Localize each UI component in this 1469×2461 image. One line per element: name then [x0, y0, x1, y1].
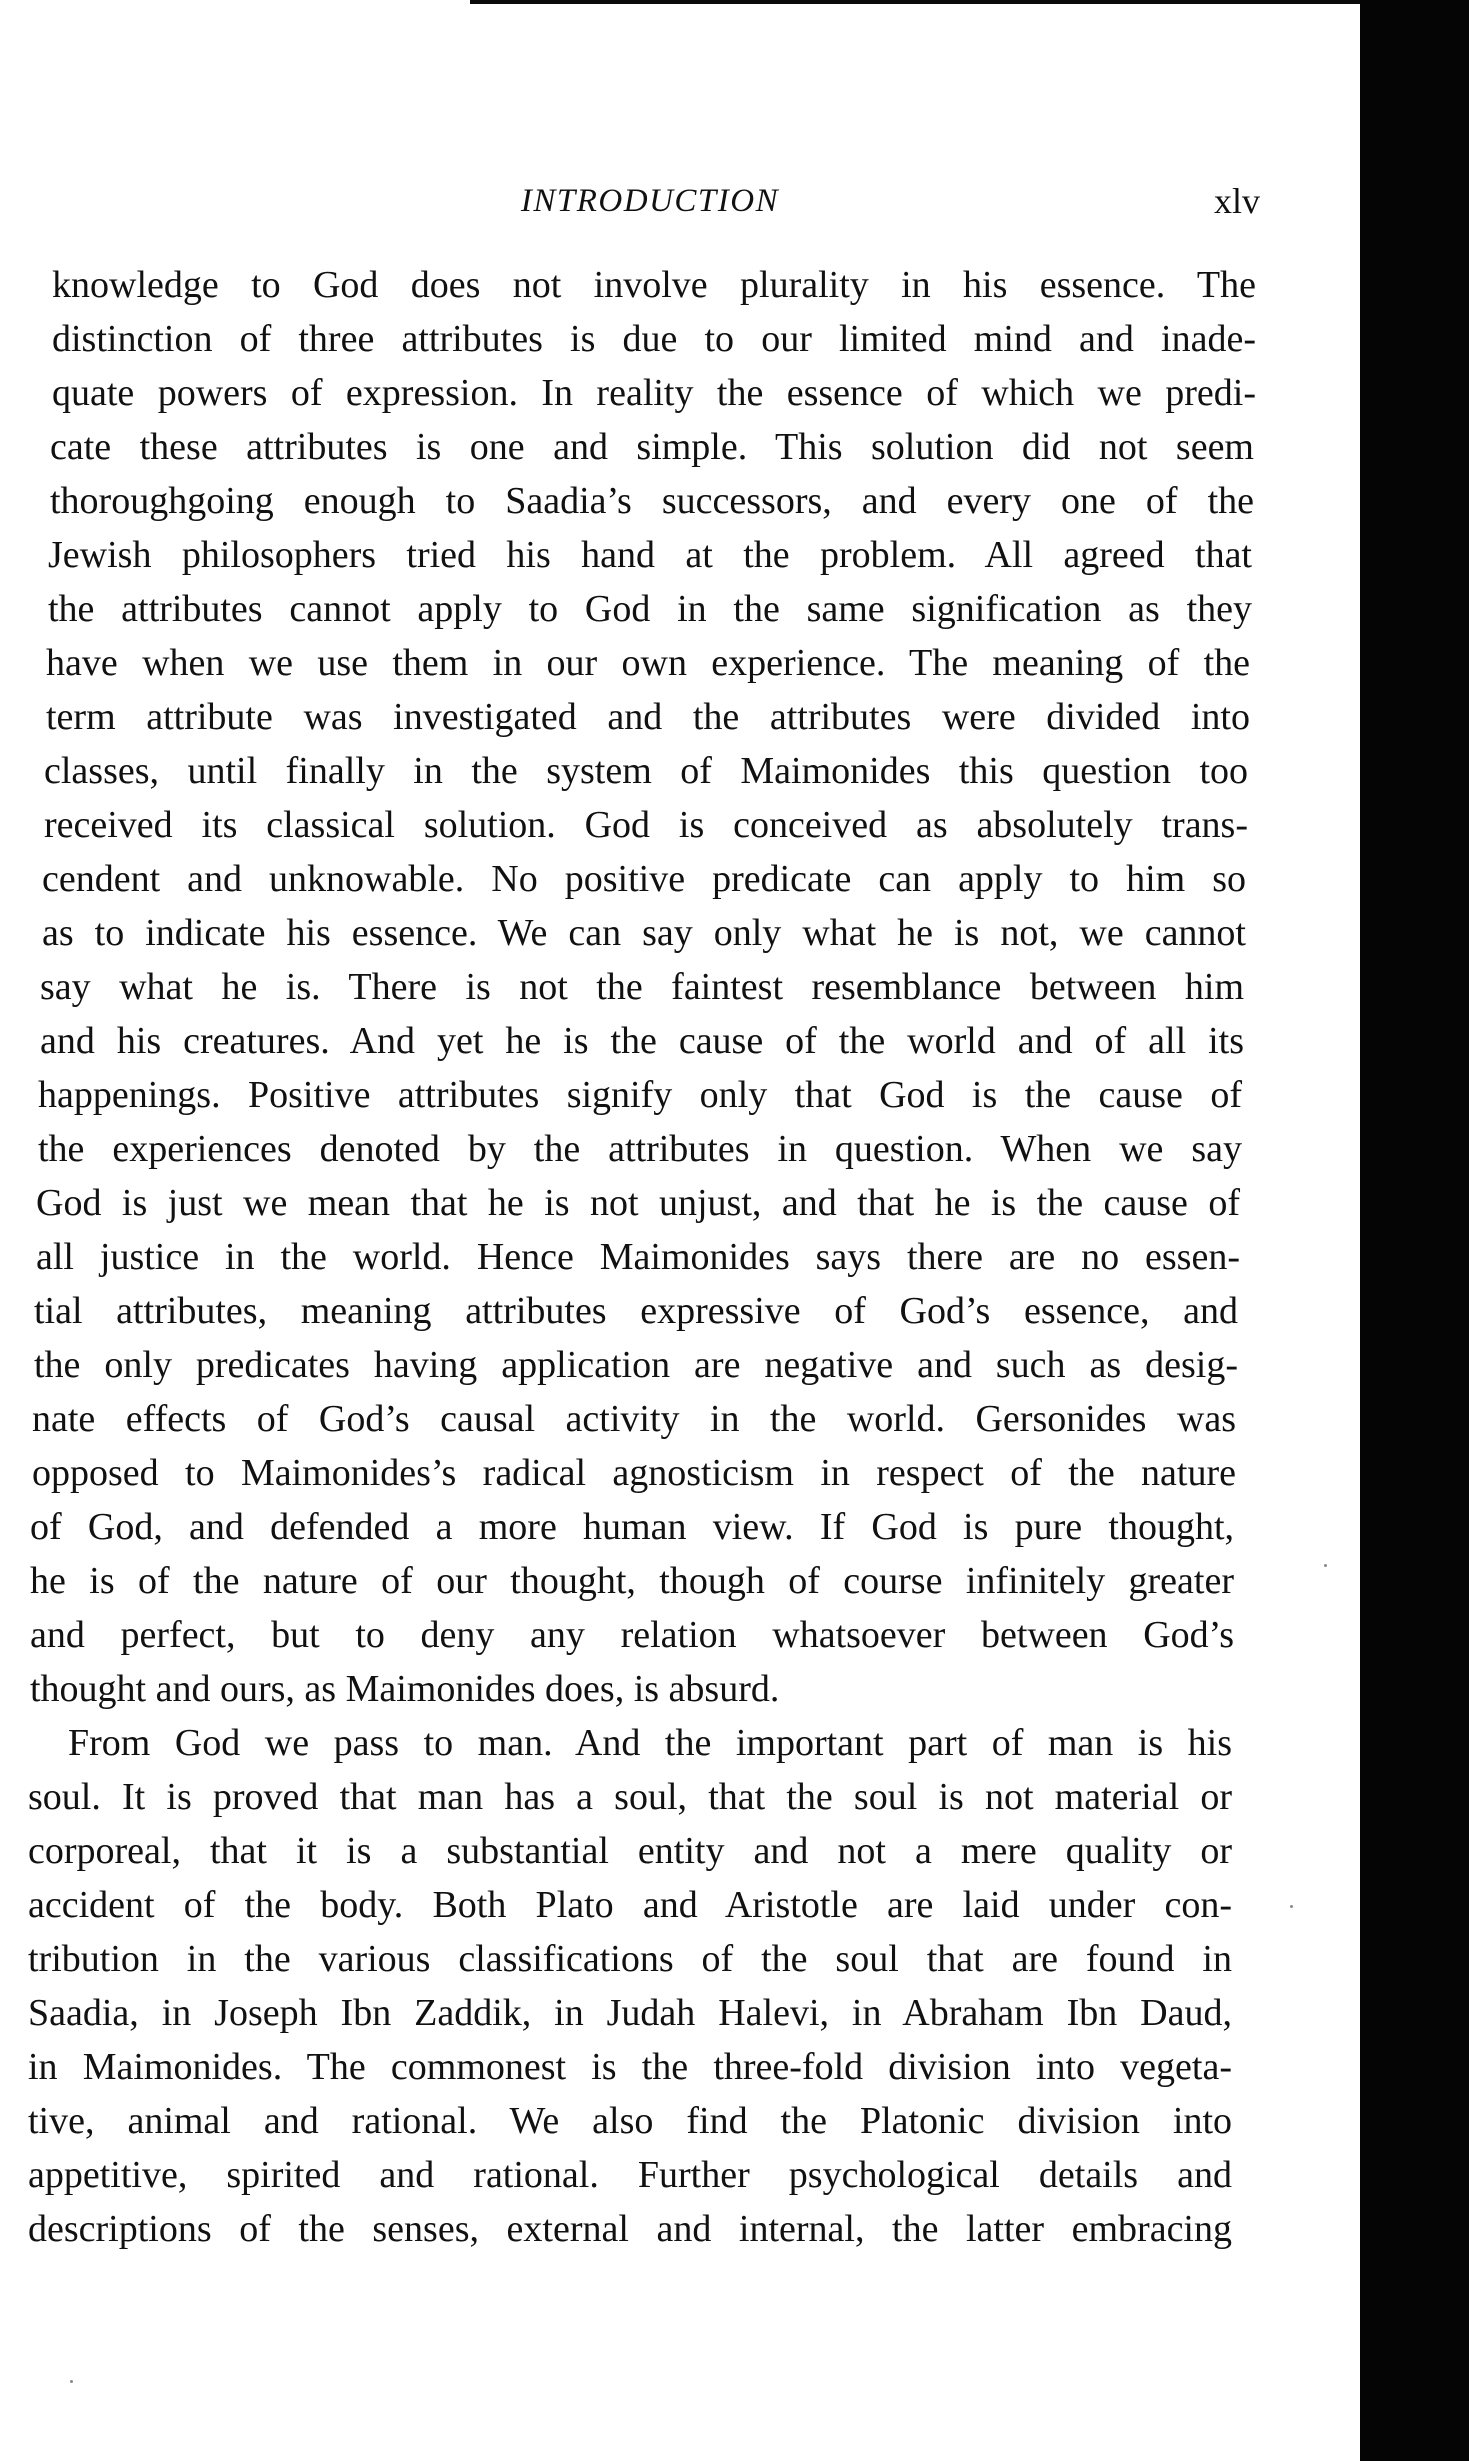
running-title: INTRODUCTION [520, 183, 780, 219]
text-line: accident of the body. Both Plato and Aristotle are laid under con- [28, 1884, 1232, 1926]
scanned-page-edge [1360, 0, 1469, 2461]
page-number: xlv [1213, 181, 1260, 221]
text-line: and perfect, but to deny any relation whatsoever between God’s [30, 1614, 1234, 1656]
text-line: cendent and unknowable. No positive predicate can apply to him so [42, 858, 1246, 900]
text-line: tial attributes, meaning attributes expressive of God’s essence, and [34, 1290, 1238, 1332]
scan-speck [1290, 1905, 1293, 1908]
text-line: received its classical solution. God is conceived as absolutely trans- [44, 804, 1248, 846]
text-line: cate these attributes is one and simple. This solution did not seem [50, 426, 1254, 468]
text-line: appetitive, spirited and rational. Further psychological details and [28, 2154, 1232, 2196]
text-line: in Maimonides. The commonest is the three-fold division into vegeta- [28, 2046, 1232, 2088]
text-line: he is of the nature of our thought, though of course infinitely greater [30, 1560, 1234, 1602]
text-line: thoroughgoing enough to Saadia’s successors, and every one of the [50, 480, 1254, 522]
text-line: say what he is. There is not the faintest resemblance between him [40, 966, 1244, 1008]
text-line: soul. It is proved that man has a soul, that the soul is not material or [28, 1776, 1232, 1818]
text-line: quate powers of expression. In reality the essence of which we predi- [52, 372, 1256, 414]
page-top-rule [470, 0, 1360, 4]
text-line: the only predicates having application are negative and such as desig- [34, 1344, 1238, 1386]
text-line: all justice in the world. Hence Maimonides says there are no essen- [36, 1236, 1240, 1278]
text-line: God is just we mean that he is not unjust, and that he is the cause of [36, 1182, 1240, 1224]
text-line: From God we pass to man. And the important part of man is his [68, 1722, 1232, 1764]
text-line: and his creatures. And yet he is the cause of the world and of all its [40, 1020, 1244, 1062]
text-line: the attributes cannot apply to God in the same signification as they [48, 588, 1252, 630]
text-line: distinction of three attributes is due to our limited mind and inade- [52, 318, 1256, 360]
text-line: descriptions of the senses, external and internal, the latter embracing [28, 2208, 1232, 2250]
text-line: happenings. Positive attributes signify only that God is the cause of [38, 1074, 1242, 1116]
text-line: have when we use them in our own experience. The meaning of the [46, 642, 1250, 684]
text-line: of God, and defended a more human view. If God is pure thought, [30, 1506, 1234, 1548]
text-line: opposed to Maimonides’s radical agnosticism in respect of the nature [32, 1452, 1236, 1494]
text-line: nate effects of God’s causal activity in the world. Gersonides was [32, 1398, 1236, 1440]
text-line: thought and ours, as Maimonides does, is absurd. [30, 1668, 780, 1710]
running-head [0, 176, 1300, 226]
text-line: Saadia, in Joseph Ibn Zaddik, in Judah Halevi, in Abraham Ibn Daud, [28, 1992, 1232, 2034]
text-line: the experiences denoted by the attributes in question. When we say [38, 1128, 1242, 1170]
text-line: term attribute was investigated and the attributes were divided into [46, 696, 1250, 738]
text-line: tribution in the various classifications of the soul that are found in [28, 1938, 1232, 1980]
scan-speck [70, 2380, 73, 2383]
text-line: knowledge to God does not involve plurality in his essence. The [52, 264, 1256, 306]
text-line: corporeal, that it is a substantial entity and not a mere quality or [28, 1830, 1232, 1872]
text-line: classes, until finally in the system of Maimonides this question too [44, 750, 1248, 792]
text-line: as to indicate his essence. We can say only what he is not, we cannot [42, 912, 1246, 954]
text-line: tive, animal and rational. We also find the Platonic division into [28, 2100, 1232, 2142]
scan-speck [1324, 1564, 1327, 1567]
text-line: Jewish philosophers tried his hand at the problem. All agreed that [48, 534, 1252, 576]
